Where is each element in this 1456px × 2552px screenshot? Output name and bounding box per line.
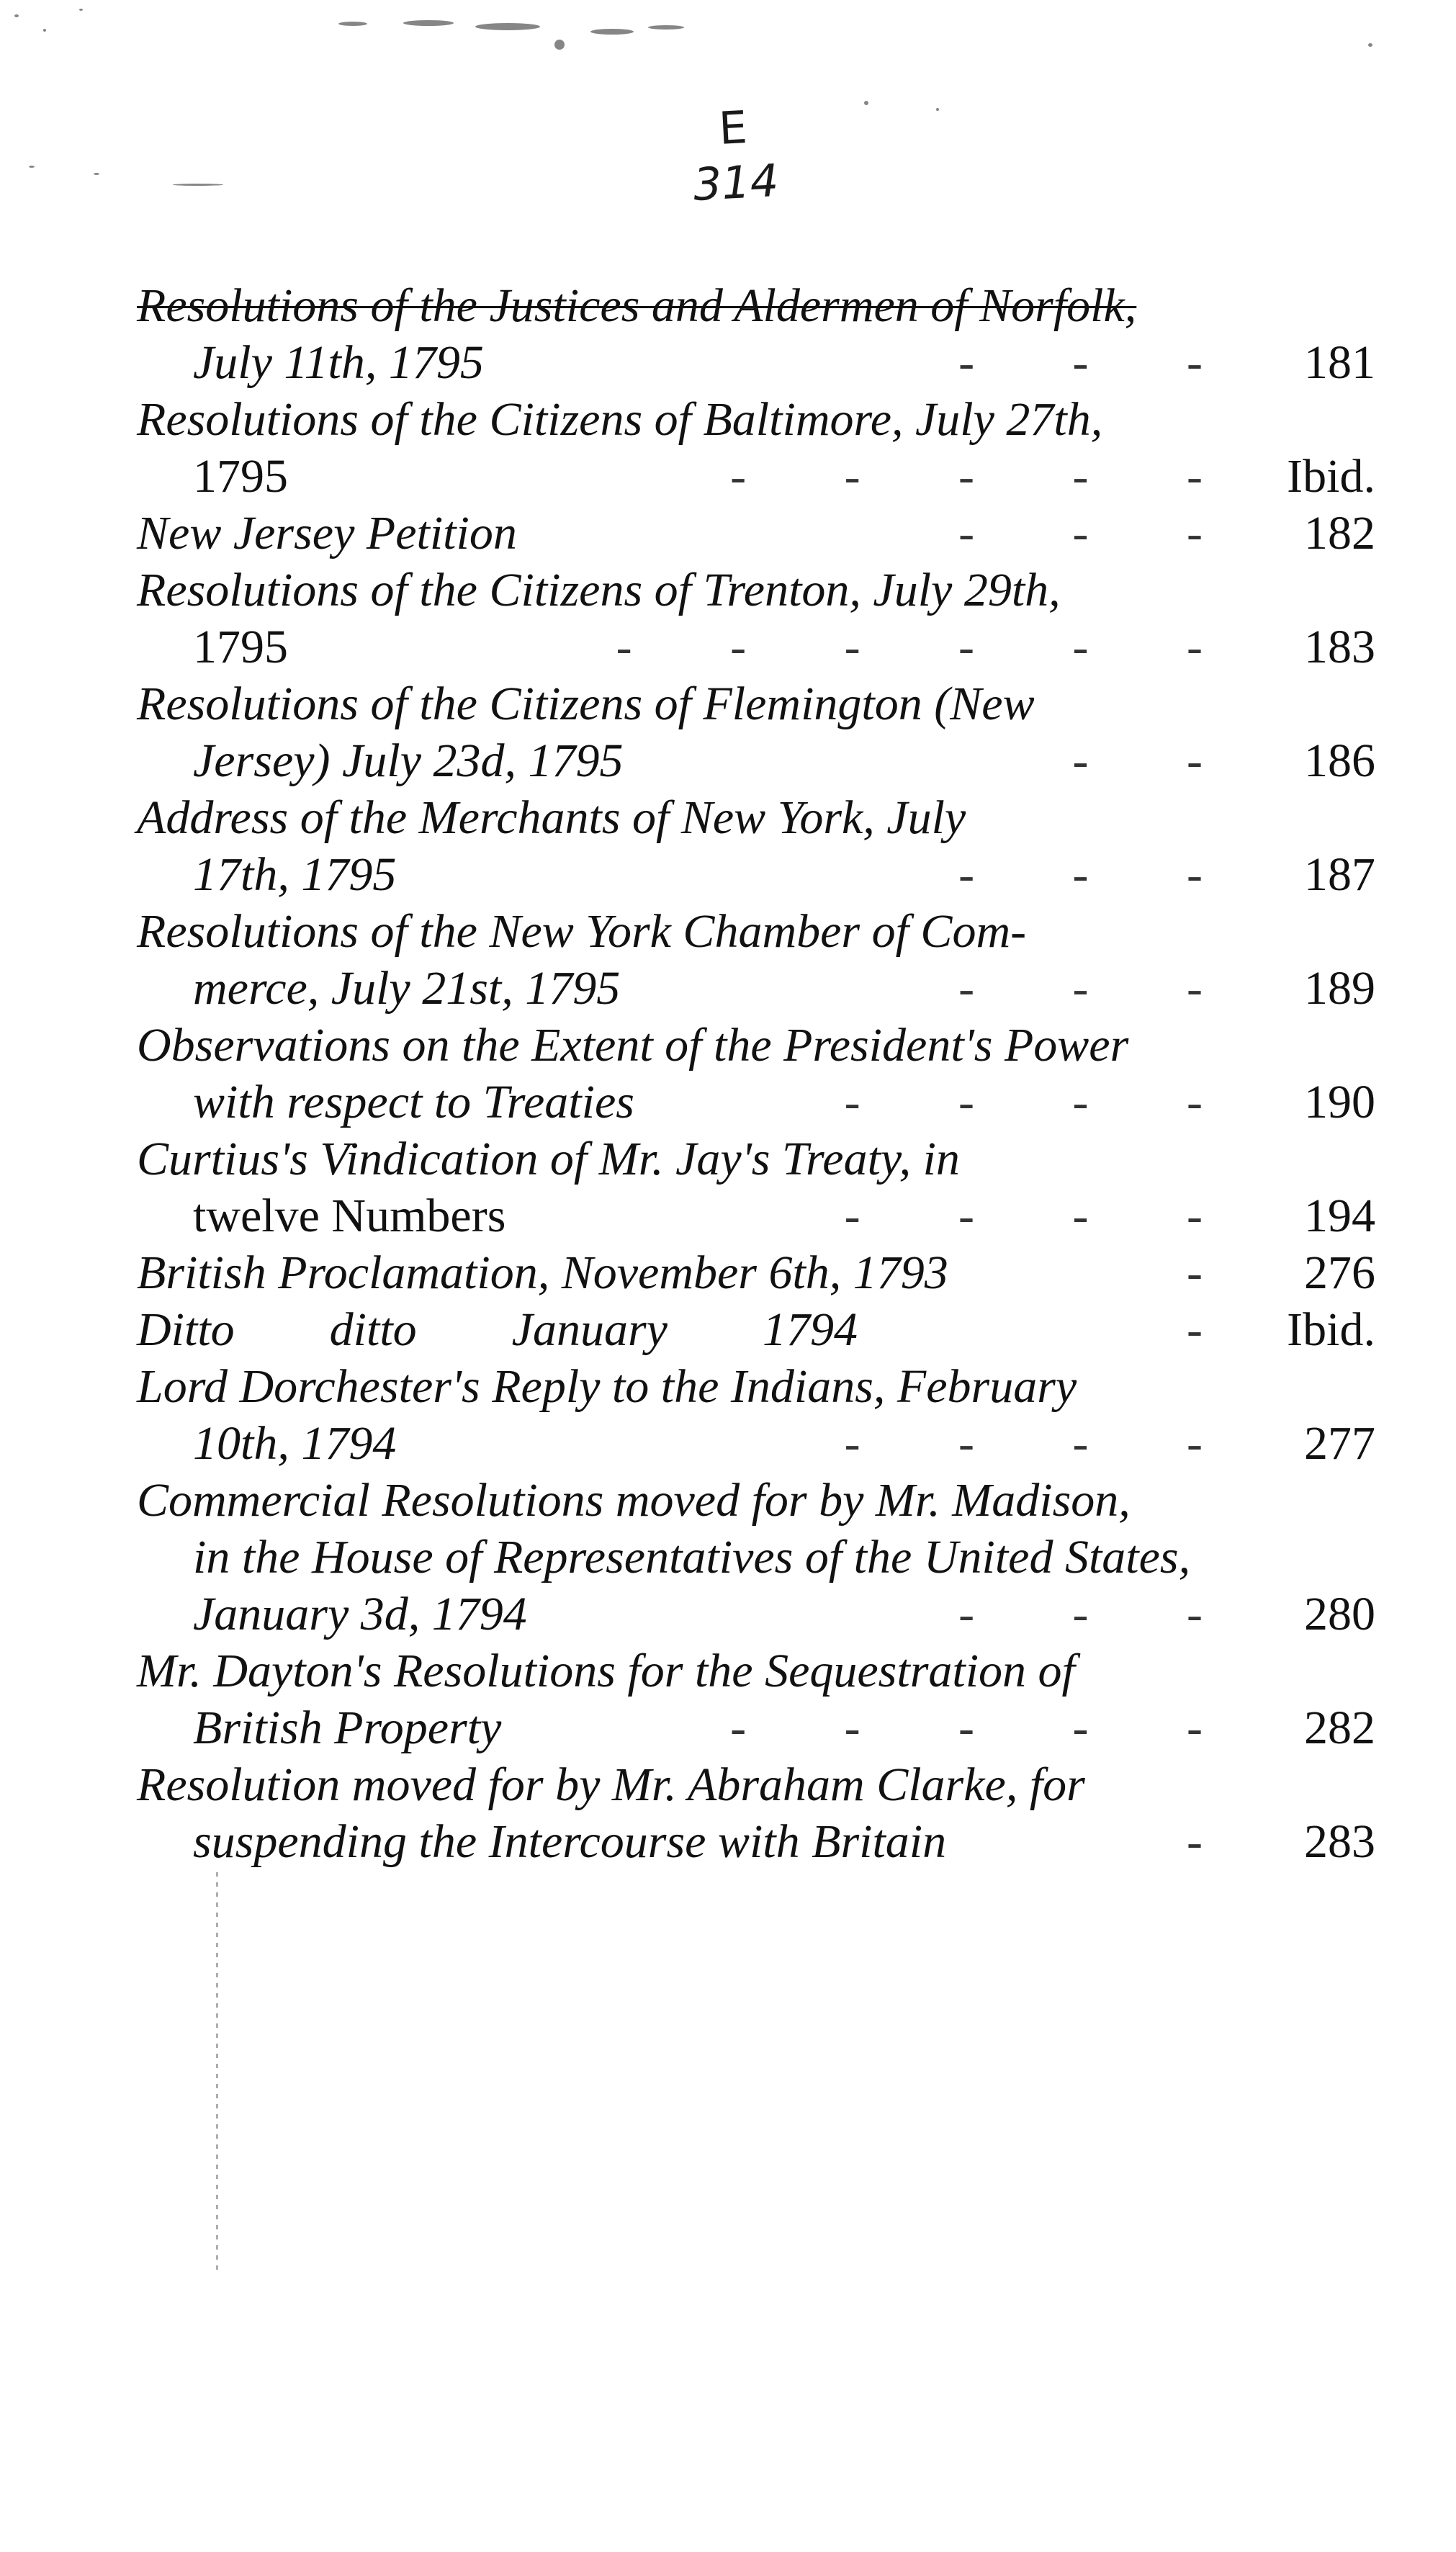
page-number: 187 (1304, 848, 1375, 901)
entry-text: New Jersey Petition (137, 507, 517, 560)
entry-text: Resolutions of the New York Chamber of Com- (137, 905, 1027, 958)
toc-entry (137, 1017, 1375, 1131)
leader-dots: - (1187, 1303, 1246, 1356)
leader-dots: - - - (958, 507, 1246, 560)
page-number: 189 (1304, 962, 1375, 1015)
leader-dots: - - - (958, 336, 1246, 389)
toc-entry (137, 505, 1375, 562)
toc-entry (137, 562, 1375, 675)
entry-text: Commercial Resolutions moved for by Mr. Madison, (137, 1474, 1131, 1527)
entry-text: merce, July 21st, 1795 (193, 962, 621, 1015)
entry-line (137, 1813, 1375, 1870)
entry-text: twelve Numbers (193, 1190, 506, 1242)
entry-text: 10th, 1794 (193, 1417, 397, 1470)
page-number: 277 (1304, 1417, 1375, 1470)
entry-text: Mr. Dayton's Resolutions for the Sequestration of (137, 1645, 1075, 1697)
entry-line (137, 846, 1375, 903)
page-number: 186 (1304, 734, 1375, 787)
entry-line (137, 789, 1375, 846)
entry-line (137, 391, 1375, 448)
leader-dots: - - - - (844, 1076, 1246, 1128)
entry-line (137, 1529, 1375, 1586)
entry-text: in the House of Representatives of the United States, (193, 1531, 1191, 1583)
entry-text: British Property (193, 1702, 502, 1754)
entry-line (137, 505, 1375, 562)
toc-entry (137, 1358, 1375, 1472)
toc-entry (137, 789, 1375, 903)
page-number: 194 (1304, 1190, 1375, 1242)
entry-line (137, 619, 1375, 675)
leader-dots: - - - (958, 1588, 1246, 1640)
entry-line (137, 448, 1375, 505)
leader-dots: - - - (958, 962, 1246, 1015)
page-number: Ibid. (1287, 1303, 1375, 1356)
entry-text: Resolutions of the Justices and Aldermen of Norfolk, (137, 279, 1137, 332)
leader-dots: - - - (958, 848, 1246, 901)
entry-line (137, 1017, 1375, 1074)
entry-line (137, 1415, 1375, 1472)
toc-entry (137, 1244, 1375, 1301)
leader-dots: - - - - - - (616, 621, 1246, 673)
entry-text: Lord Dorchester's Reply to the Indians, February (137, 1360, 1077, 1413)
toc-entry (137, 1472, 1375, 1643)
leader-dots: - - - - - (730, 1702, 1246, 1754)
leader-dots: - - - - (844, 1190, 1246, 1242)
entry-line (137, 960, 1375, 1017)
entry-line (137, 562, 1375, 619)
entry-text: Observations on the Extent of the President's Power (137, 1019, 1129, 1071)
page-number: 182 (1304, 507, 1375, 560)
toc-entry (137, 903, 1375, 1017)
table-of-contents (137, 277, 1375, 1870)
entry-text: 1795 (193, 621, 288, 673)
entry-line (137, 1358, 1375, 1415)
toc-entry (137, 277, 1375, 391)
toc-entry (137, 1643, 1375, 1756)
entry-text: suspending the Intercourse with Britain (193, 1815, 947, 1868)
shelfmark-number: 314 (691, 153, 780, 211)
entry-line (137, 1074, 1375, 1131)
toc-entry (137, 675, 1375, 789)
scan-margin-rule (216, 1872, 218, 2275)
leader-dots: - - (1072, 734, 1246, 787)
entry-line (137, 277, 1375, 334)
entry-text: 1795 (193, 450, 288, 503)
entry-text: July 11th, 1795 (193, 336, 484, 389)
page-number: 280 (1304, 1588, 1375, 1640)
leader-dots: - - - - (844, 1417, 1246, 1470)
leader-dots: - - - - - (730, 450, 1246, 503)
leader-dots: - (1187, 1815, 1246, 1868)
shelfmark (667, 97, 802, 213)
entry-text: Curtius's Vindication of Mr. Jay's Treaty, in (137, 1133, 960, 1185)
entry-text: Resolution moved for by Mr. Abraham Clarke, for (137, 1758, 1085, 1811)
page-number: 190 (1304, 1076, 1375, 1128)
page-number: Ibid. (1287, 450, 1375, 503)
page-number: 181 (1304, 336, 1375, 389)
entry-line (137, 903, 1375, 960)
entry-text: Ditto ditto January 1794 (137, 1303, 858, 1356)
entry-text: Resolutions of the Citizens of Flemington (New (137, 678, 1035, 730)
toc-entry (137, 1301, 1375, 1358)
entry-text: British Proclamation, November 6th, 1793 (137, 1246, 948, 1299)
toc-entry (137, 1756, 1375, 1870)
entry-line (137, 675, 1375, 732)
page-number: 282 (1304, 1702, 1375, 1754)
page-number: 283 (1304, 1815, 1375, 1868)
entry-line (137, 1756, 1375, 1813)
page-number: 276 (1304, 1246, 1375, 1299)
entry-line (137, 1472, 1375, 1529)
entry-line (137, 1244, 1375, 1301)
toc-entry (137, 391, 1375, 505)
entry-text: Resolutions of the Citizens of Trenton, July 29th, (137, 564, 1061, 616)
entry-line (137, 1301, 1375, 1358)
entry-line (137, 1586, 1375, 1643)
toc-entry (137, 1131, 1375, 1244)
entry-text: Address of the Merchants of New York, July (137, 791, 966, 844)
entry-text: Jersey) July 23d, 1795 (193, 734, 624, 787)
entry-line (137, 1699, 1375, 1756)
entry-text: with respect to Treaties (193, 1076, 634, 1128)
shelfmark-letter: E (717, 101, 749, 156)
entry-line (137, 1131, 1375, 1187)
leader-dots: - (1187, 1246, 1246, 1299)
entry-line (137, 334, 1375, 391)
entry-text: 17th, 1795 (193, 848, 397, 901)
entry-line (137, 1187, 1375, 1244)
page-number: 183 (1304, 621, 1375, 673)
entry-line (137, 1643, 1375, 1699)
entry-text: Resolutions of the Citizens of Baltimore, July 27th, (137, 393, 1103, 446)
entry-line (137, 732, 1375, 789)
entry-text: January 3d, 1794 (193, 1588, 527, 1640)
